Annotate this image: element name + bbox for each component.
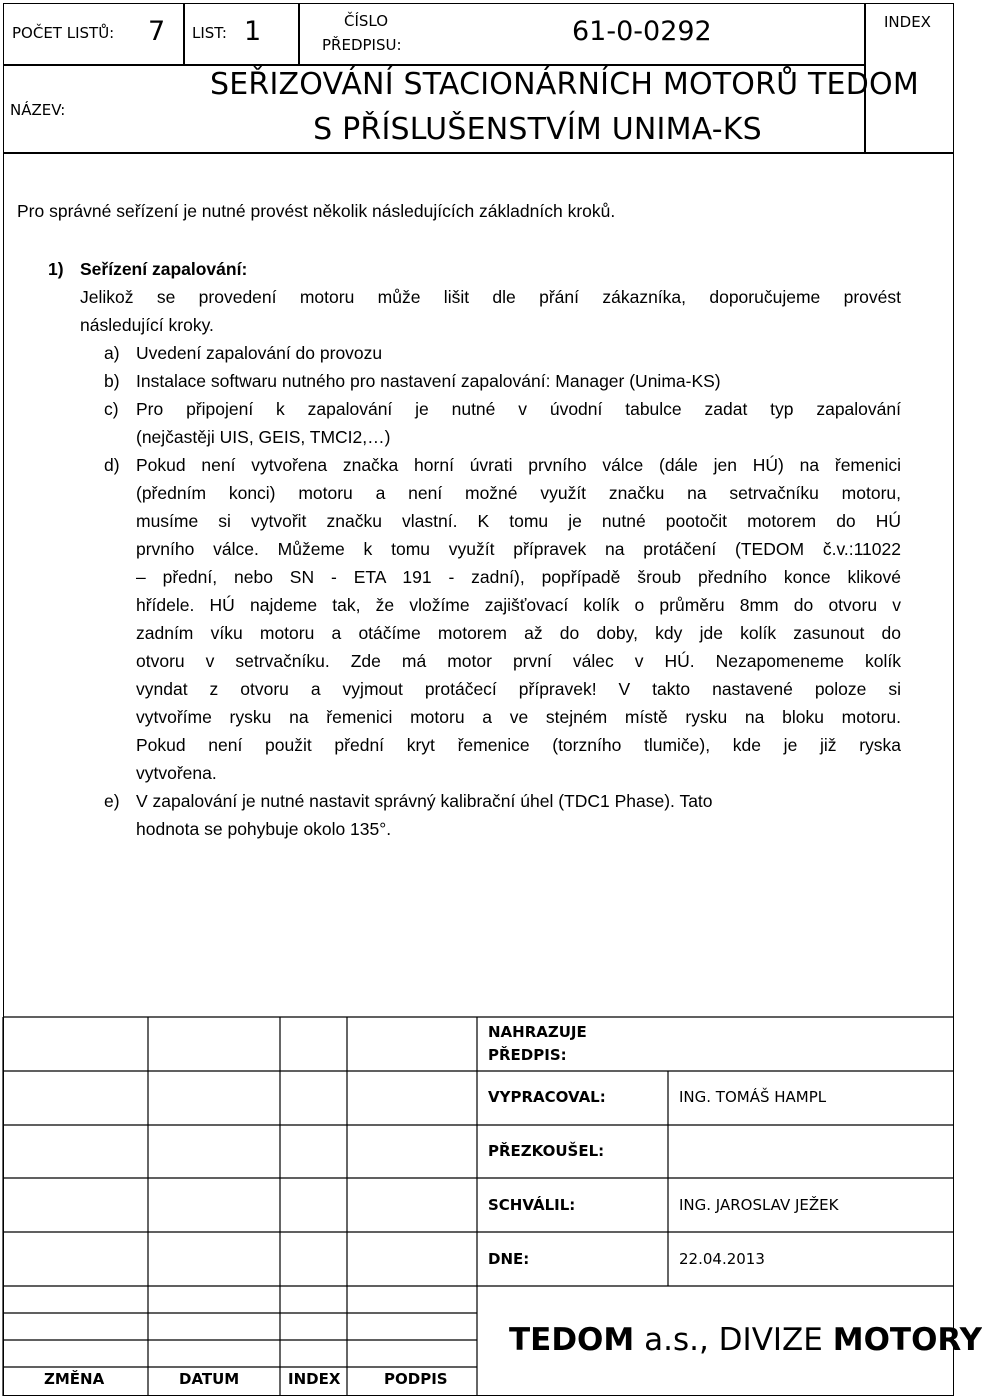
dne-label: DNE: [488, 1250, 530, 1268]
section1-number: 1) [48, 259, 64, 279]
item-d-line2: (předním konci) motoru a není možné využít značku na setrvačníku motoru, [136, 483, 901, 503]
prezkousel-label: PŘEZKOUŠEL: [488, 1142, 605, 1160]
nazev-label: NÁZEV: [10, 101, 66, 119]
item-d-line3: musíme si vytvořit značku vlastní. K tomu je nutné pootočit motorem do HÚ [136, 511, 901, 531]
pocet-listu-value: 7 [148, 16, 166, 47]
item-c-line1: Pro připojení k zapalování je nutné v úvodní tabulce zadat typ zapalování [136, 399, 901, 419]
item-e-line2: hodnota se pohybuje okolo 135°. [136, 819, 392, 839]
item-d-line7: zadním víku motoru a otáčíme motorem až do doby, kdy jde kolík zasunout do [136, 623, 901, 643]
item-b-marker: b) [104, 371, 120, 391]
item-d-line1: Pokud není vytvořena značka horní úvrati prvního válce (dále jen HÚ) na řemenici [136, 455, 901, 475]
item-d-marker: d) [104, 455, 120, 475]
company-name [509, 1322, 982, 1358]
cislo-predpisu-label-1: ČÍSLO [344, 12, 389, 30]
list-value: 1 [244, 16, 262, 47]
col-index: INDEX [288, 1370, 341, 1388]
cislo-predpisu-label-2: PŘEDPISU: [322, 36, 402, 54]
item-d-line9: vyndat z otvoru a vyjmout protáčecí přípravek! V takto nastavené poloze si [136, 679, 901, 699]
schvalil-label: SCHVÁLIL: [488, 1196, 576, 1214]
col-podpis: PODPIS [384, 1370, 448, 1388]
pocet-listu-label: POČET LISTŮ: [12, 24, 115, 42]
intro-text: Pro správné seřízení je nutné provést několik následujících základních kroků. [17, 201, 616, 221]
cislo-predpisu-value: 61-0-0292 [572, 16, 712, 47]
document-title-line2: S PŘÍSLUŠENSTVÍM UNIMA-KS [313, 112, 762, 147]
nahrazuje-label-1: NAHRAZUJE [488, 1023, 587, 1041]
schvalil-value: ING. JAROSLAV JEŽEK [679, 1196, 839, 1214]
vypracoval-label: VYPRACOVAL: [488, 1088, 606, 1106]
index-label: INDEX [884, 13, 931, 31]
col-zmena: ZMĚNA [44, 1370, 105, 1388]
col-datum: DATUM [179, 1370, 240, 1388]
dne-value: 22.04.2013 [679, 1250, 765, 1268]
item-c-line2: (nejčastěji UIS, GEIS, TMCI2,…) [136, 427, 391, 447]
section1-text-line1: Jelikož se provedení motoru může lišit dle přání zákazníka, doporučujeme provést [80, 287, 901, 307]
item-d-line6: hřídele. HÚ najdeme tak, že vložíme zajišťovací kolík o průměru 8mm do otvoru v [136, 595, 901, 615]
item-a-marker: a) [104, 343, 120, 363]
item-b-text: Instalace softwaru nutného pro nastavení zapalování: Manager (Unima-KS) [136, 371, 721, 391]
item-c-marker: c) [104, 399, 119, 419]
item-a-text: Uvedení zapalování do provozu [136, 343, 383, 363]
item-d-line12: vytvořena. [136, 763, 217, 783]
item-d-line11: Pokud není použit přední kryt řemenice (torzního tlumiče), kde je již ryska [136, 735, 901, 755]
document-title-line1: SEŘIZOVÁNÍ STACIONÁRNÍCH MOTORŮ TEDOM [210, 67, 919, 102]
company-name-part1: TEDOM [509, 1322, 635, 1358]
item-d-line8: otvoru v setrvačníku. Zde má motor první válec v HÚ. Nezapomeneme kolík [136, 651, 901, 671]
section1-title: Seřízení zapalování: [80, 259, 248, 279]
item-e-marker: e) [104, 791, 120, 811]
item-e-line1: V zapalování je nutné nastavit správný kalibrační úhel (TDC1 Phase). Tato [136, 791, 713, 811]
nahrazuje-label-2: PŘEDPIS: [488, 1046, 567, 1064]
section1-text-line2: následující kroky. [80, 315, 214, 335]
item-d-line5: – přední, nebo SN - ETA 191 - zadní), popřípadě šroub předního konce klikové [136, 567, 901, 587]
company-name-part2: a.s., DIVIZE [634, 1322, 833, 1358]
item-d-line10: vytvoříme rysku na řemenici motoru a ve stejném místě rysku na bloku motoru. [136, 707, 901, 727]
vypracoval-value: ING. TOMÁŠ HAMPL [679, 1088, 827, 1106]
list-label: LIST: [192, 24, 227, 42]
company-name-part3: MOTORY [832, 1322, 982, 1358]
item-d-line4: prvního válce. Můžeme k tomu využít přípravek na protáčení (TEDOM č.v.:11022 [136, 539, 901, 559]
